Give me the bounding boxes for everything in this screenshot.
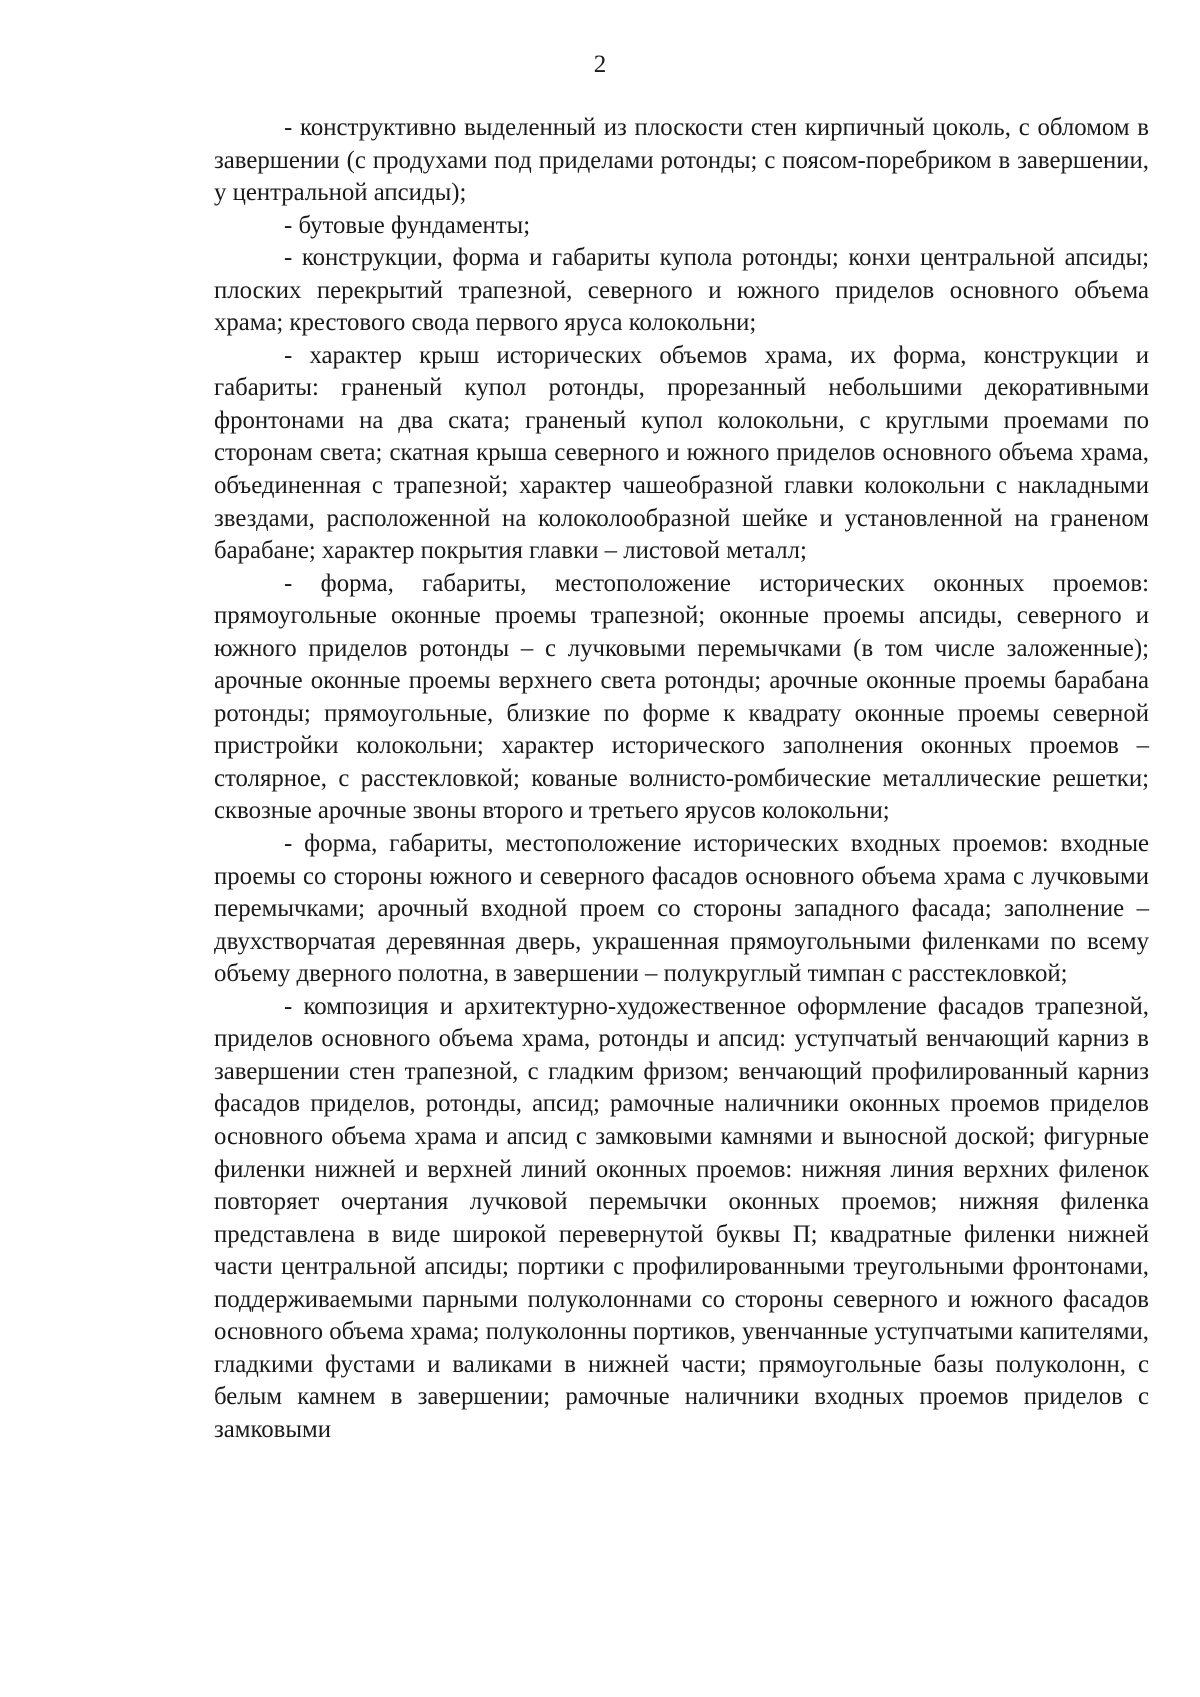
paragraph-plinth: - конструктивно выделенный из плоскости стен кирпичный цоколь, с обломом в завершении (с продухами под приделами ротонды; с поясом-поребриком в завершении, у центральной апсиды); xyxy=(214,114,1149,207)
page-number: 2 xyxy=(593,51,607,78)
document-body xyxy=(214,112,1149,1446)
paragraph-facade-composition: - композиция и архитектурно-художественное оформление фасадов трапезной, приделов основного объема храма, ротонды и апсид: уступчатый венчающий карниз в завершении стен трапезной, с гладким фризом; венчающий профилированный карниз фасадов приделов, ротонды, апсид; рамочные наличники оконных проемов приделов основного объема храма и апсид с замковыми камнями и выносной доской; фигурные филенки нижней и верхней линий оконных проемов: нижняя линия верхних филенок повторяет очертания лучковой перемычки оконных проемов; нижняя филенка представлена в виде широкой перевернутой буквы П; квадратные филенки нижней части центральной апсиды; портики с профилированными треугольными фронтонами, поддерживаемыми парными полуколоннами со стороны северного и южного фасадов основного объема храма; полуколонны портиков, увенчанные уступчатыми капителями, гладкими фустами и валиками в нижней части; прямоугольные базы полуколонн, с белым камнем в завершении; рамочные наличники входных проемов приделов с замковыми xyxy=(214,992,1149,1443)
paragraph-dome-structures: - конструкции, форма и габариты купола ротонды; конхи центральной апсиды; плоских перекрытий трапезной, северного и южного приделов основного объема храма; крестового свода первого яруса колокольни; xyxy=(214,244,1149,337)
paragraph-roofs: - характер крыш исторических объемов храма, их форма, конструкции и габариты: граненый купол ротонды, прорезанный небольшими декоративными фронтонами на два ската; граненый купол колокольни, с круглыми проемами по сторонам света; скатная крыша северного и южного приделов основного объема храма, объединенная с трапезной; характер чашеобразной главки колокольни с накладными звездами, расположенной на колоколообразной шейке и установленной на граненом барабане; характер покрытия главки – листовой металл; xyxy=(214,341,1149,565)
paragraph-entrance-openings: - форма, габариты, местоположение исторических входных проемов: входные проемы со стороны южного и северного фасадов основного объема храма с лучковыми перемычками; арочный входной проем со стороны западного фасада; заполнение – двухстворчатая деревянная дверь, украшенная прямоугольными филенками по всему объему дверного полотна, в завершении – полукруглый тимпан с расстекловкой; xyxy=(214,830,1149,988)
paragraph-foundations: - бутовые фундаменты; xyxy=(284,211,531,239)
paragraph-window-openings: - форма, габариты, местоположение исторических оконных проемов: прямоугольные оконные проемы трапезной; оконные проемы апсиды, северного и южного приделов ротонды – с лучковыми перемычками (в том числе заложенные); арочные оконные проемы верхнего света ротонды; арочные оконные проемы барабана ротонды; прямоугольные, близкие по форме к квадрату оконные проемы северной пристройки колокольни; характер исторического заполнения оконных проемов – столярное, с расстекловкой; кованые волнисто-ромбические металлические решетки; сквозные арочные звоны второго и третьего ярусов колокольни; xyxy=(214,569,1149,825)
